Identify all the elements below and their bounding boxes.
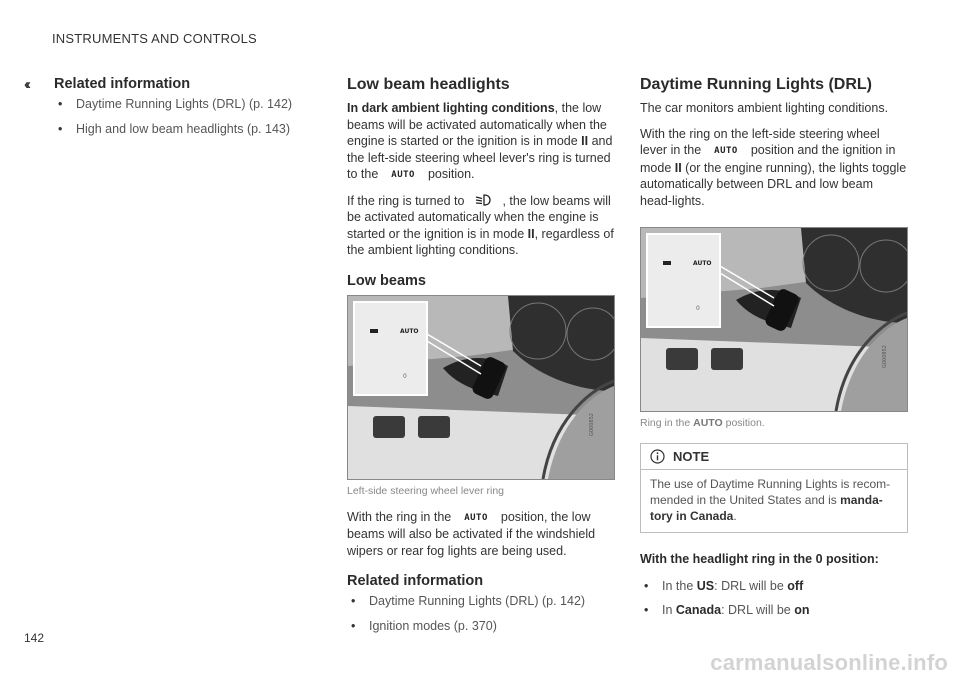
related-info-heading: Related information (54, 76, 191, 92)
text-span: . (733, 509, 737, 523)
related-info-heading-2: Related information (347, 573, 484, 589)
link-drl[interactable]: • Daytime Running Lights (DRL) (p. 142) (54, 96, 304, 113)
text-span: The use of Daytime Running Lights is recom-mended in the United States and is (650, 477, 891, 507)
photo-off-label: 0 (696, 305, 700, 312)
drl-lever-photo (640, 227, 908, 412)
text-span: US (696, 578, 715, 593)
text-span: off (787, 578, 804, 593)
text-span: Canada (675, 603, 722, 617)
info-icon (650, 449, 665, 464)
ring-zero-heading: With the headlight ring in the 0 position: (640, 552, 879, 566)
page-header: INSTRUMENTS AND CONTROLS (52, 31, 257, 46)
text-span: on (794, 603, 810, 617)
text-span: AUTO (693, 417, 723, 429)
auto-icon: AUTO (391, 170, 415, 180)
low-beam-icon (474, 194, 492, 206)
photo-code: G000852 (882, 345, 888, 368)
text-span: With the ring on the left-side steering wheel lever in the (640, 126, 880, 157)
mode-text: II (527, 226, 535, 241)
text-span: If the ring is turned to (347, 193, 465, 208)
note-body (641, 470, 907, 526)
low-beam-paragraph-2 (347, 193, 615, 259)
mode-text: II (674, 160, 682, 175)
link-ignition-modes[interactable]: • Ignition modes (p. 370) (347, 618, 615, 635)
low-beam-heading: Low beam headlights (347, 76, 510, 93)
low-beam-paragraph-3 (347, 509, 615, 560)
note-box (640, 443, 908, 533)
watermark: carmanualsonline.info (710, 650, 948, 675)
low-beam-lever-photo (347, 295, 615, 480)
link-high-low-beam[interactable]: • High and low beam headlights (p. 143) (54, 121, 304, 138)
low-beams-subheading: Low beams (347, 272, 426, 289)
related-links-list-2 (347, 593, 615, 634)
low-beam-paragraph-1 (347, 100, 615, 184)
lever-illustration (641, 228, 907, 411)
auto-icon: AUTO (464, 512, 488, 523)
photo-off-label: 0 (403, 372, 407, 380)
list-item-us (640, 578, 908, 595)
text-span: position and the ignition in mode (640, 143, 896, 175)
low-beam-caption: Left-side steering wheel lever ring (347, 484, 504, 497)
text-span: manda-tory in Canada (650, 493, 883, 523)
dark-conditions-text: In dark ambient lighting conditions (347, 101, 555, 115)
drl-caption (640, 417, 908, 429)
mode-text: II (581, 134, 589, 148)
link-drl[interactable]: • Daytime Running Lights (DRL) (p. 142) (347, 593, 615, 610)
page-number: 142 (24, 631, 45, 645)
drl-heading: Daytime Running Lights (DRL) (640, 76, 872, 93)
text-span: , the low beams will be activated automatically when the engine is started or the ignition is in mode (347, 101, 607, 148)
text-span: In (662, 603, 676, 617)
column-related-info (54, 76, 304, 145)
related-links-list (54, 96, 304, 137)
text-span: (or the engine running), the lights toggle automatically between DRL and low beam head-lights. (640, 160, 907, 208)
lever-illustration (348, 296, 614, 479)
drl-paragraph-1: The car monitors ambient lighting conditions. (640, 101, 889, 115)
text-span: In the (662, 578, 697, 593)
note-header (641, 444, 907, 470)
text-span: position. (427, 167, 475, 181)
column-drl (640, 76, 908, 627)
list-item-canada (640, 602, 908, 619)
text-span: and the left-side steering wheel lever's ring is turned to the (347, 134, 613, 181)
text-span: : DRL will be (714, 578, 788, 593)
column-low-beam (347, 76, 615, 642)
photo-auto-label: AUTO (400, 327, 419, 335)
text-span: position. (722, 417, 765, 429)
text-span: With the ring in the (347, 509, 452, 524)
photo-code: G000852 (589, 412, 595, 436)
text-span: : DRL will be (721, 603, 795, 617)
text-span: , regardless of the ambient lighting conditions. (347, 226, 614, 257)
drl-country-list (640, 578, 908, 619)
text-span: Ring in the (640, 417, 694, 429)
note-title: NOTE (673, 449, 710, 464)
drl-paragraph-2 (640, 126, 908, 210)
text-span: position, the low beams will also be activated if the windshield wipers or rear fog lights are being used. (347, 509, 596, 558)
text-span: , the low beams will be activated automatically when the engine is started or the ignition is in mode (347, 193, 611, 241)
auto-icon: AUTO (714, 146, 738, 156)
photo-auto-label: AUTO (693, 260, 712, 267)
back-arrows-icon[interactable]: ‹‹ (24, 76, 28, 93)
